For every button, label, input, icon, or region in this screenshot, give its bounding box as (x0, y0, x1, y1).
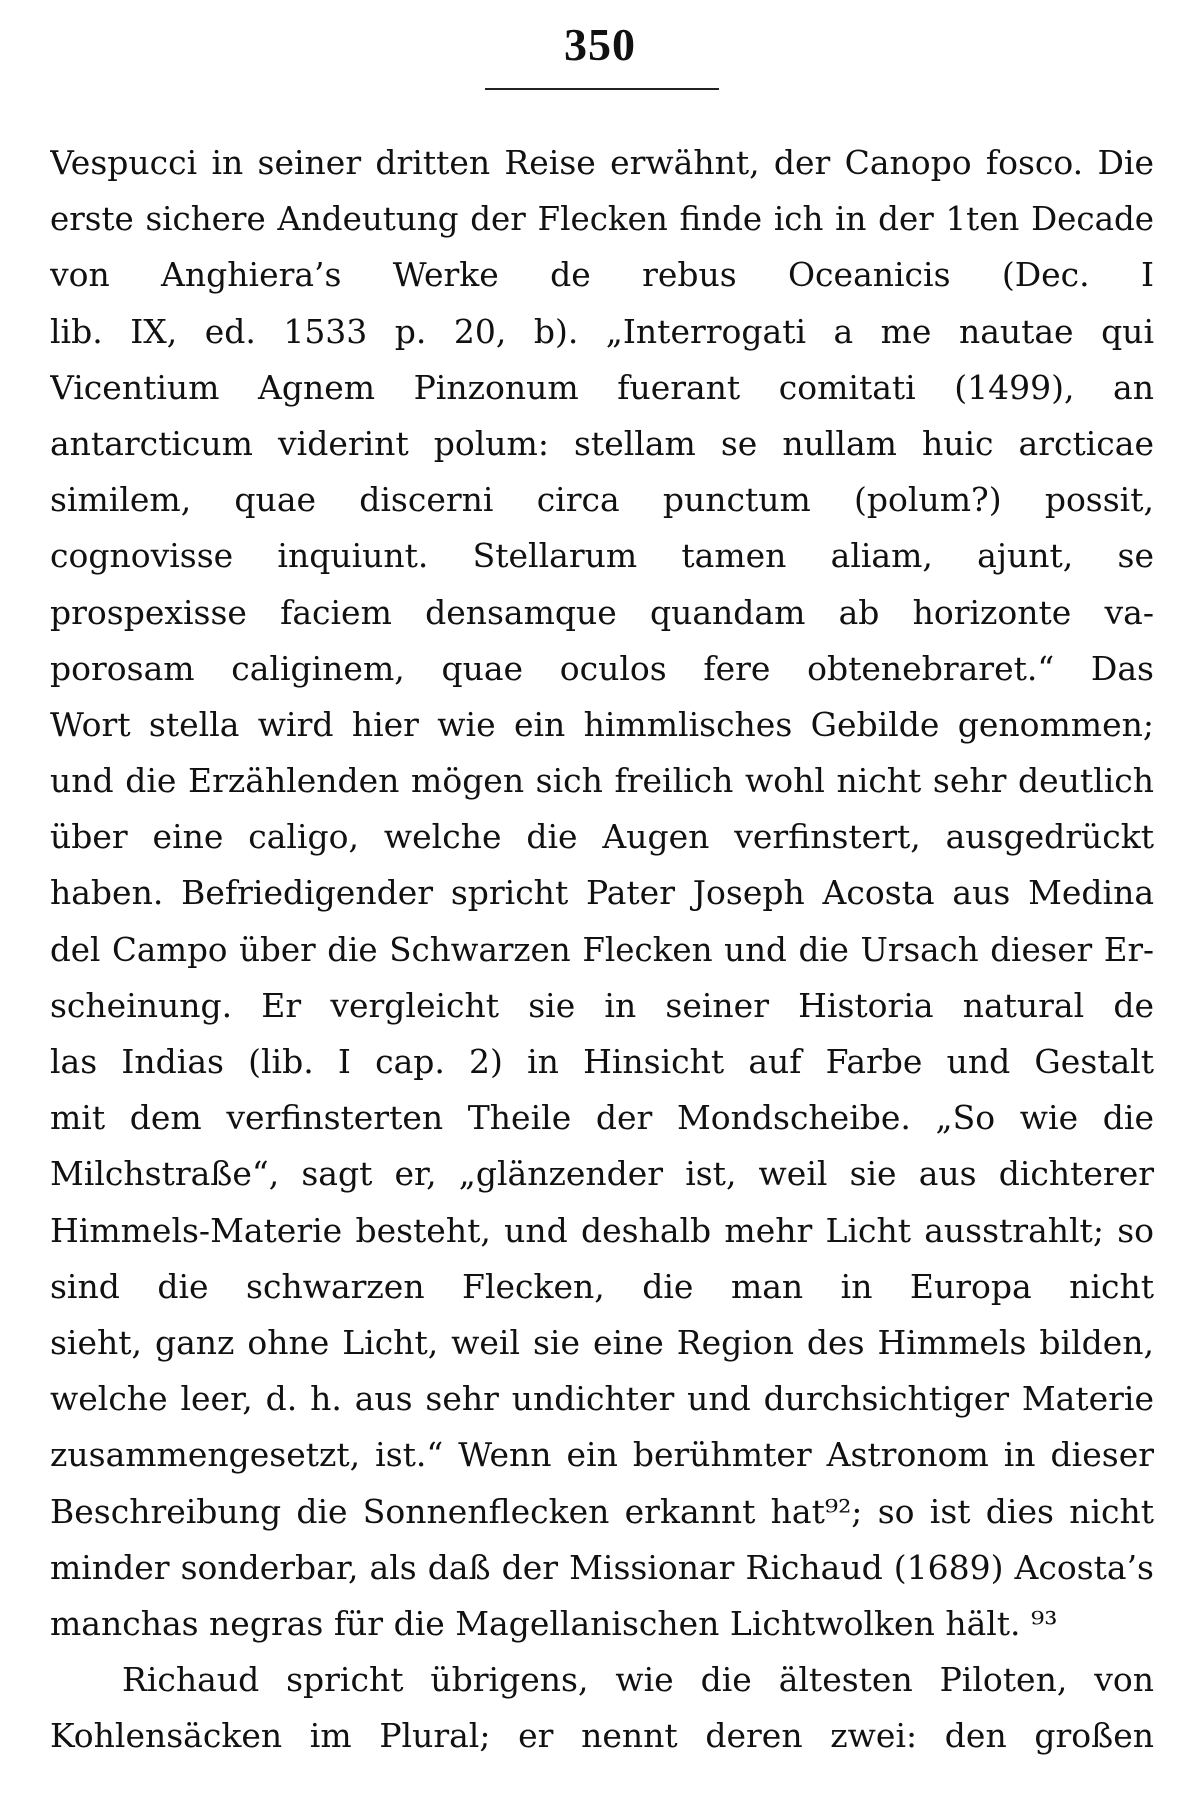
text-line: manchas negras für die Magellanischen Lichtwolken hält. ⁹³ (50, 1603, 1058, 1643)
text-line: Himmels-Materie besteht, und deshalb mehr Licht ausstrahlt; so (50, 1210, 1154, 1250)
text-line: prospexisse faciem densamque quandam ab horizonte va- (50, 592, 1154, 632)
text-line: sind die schwarzen Flecken, die man in Europa nicht (50, 1266, 1154, 1306)
text-line: Wort stella wird hier wie ein himmlisches Gebilde genommen; (50, 704, 1154, 744)
text-line: scheinung. Er vergleicht sie in seiner Historia natural de (50, 985, 1154, 1025)
text-line: über eine caligo, welche die Augen verfinstert, ausgedrückt (50, 817, 1154, 857)
text-line: del Campo über die Schwarzen Flecken und die Ursach dieser Er- (50, 930, 1154, 969)
text-line: cognovisse inquiunt. Stellarum tamen aliam, ajunt, se (50, 536, 1154, 576)
text-line: welche leer, d. h. aus sehr undichter und durchsichtiger Materie (50, 1379, 1154, 1419)
header-rule (485, 88, 719, 90)
text-line: mit dem verfinsterten Theile der Mondscheibe. „So wie die (50, 1098, 1154, 1138)
text-line: Vespucci in seiner dritten Reise erwähnt, der Canopo fosco. Die (50, 143, 1154, 182)
text-line: Kohlensäcken im Plural; er nennt deren zwei: den großen (50, 1716, 1154, 1756)
text-line: las Indias (lib. I cap. 2) in Hinsicht auf Farbe und Gestalt (50, 1042, 1154, 1081)
text-line: sieht, ganz ohne Licht, weil sie eine Region des Himmels bilden, (50, 1322, 1154, 1362)
text-line: lib. IX, ed. 1533 p. 20, b). „Interrogati a me nautae qui (50, 311, 1154, 351)
text-line: Milchstraße“, sagt er, „glänzender ist, weil sie aus dichterer (50, 1154, 1154, 1194)
text-line: porosam caliginem, quae oculos fere obtenebraret.“ Das (50, 648, 1154, 688)
text-line: erste sichere Andeutung der Flecken finde ich in der 1ten Decade (50, 200, 1154, 239)
text-line: zusammengesetzt, ist.“ Wenn ein berühmter Astronom in dieser (50, 1435, 1154, 1475)
text-line: Beschreibung die Sonnenflecken erkannt hat⁹²; so ist dies nicht (50, 1491, 1154, 1531)
text-line: similem, quae discerni circa punctum (polum?) possit, (50, 480, 1154, 520)
text-line: antarcticum viderint polum: stellam se nullam huic arcticae (50, 423, 1154, 463)
text-line: von Anghiera’s Werke de rebus Oceanicis (Dec. I (50, 255, 1154, 295)
text-line: und die Erzählenden mögen sich freilich wohl nicht sehr deutlich (50, 761, 1154, 801)
body-text (50, 135, 1154, 1764)
text-line: Vicentium Agnem Pinzonum fuerant comitati (1499), an (50, 367, 1154, 407)
text-line: minder sonderbar, als daß der Missionar Richaud (1689) Acosta’s (50, 1547, 1154, 1587)
page-number: 350 (564, 19, 636, 70)
text-line: Richaud spricht übrigens, wie die ältesten Piloten, von (122, 1660, 1154, 1700)
text-line: haben. Befriedigender spricht Pater Joseph Acosta aus Medina (50, 873, 1154, 913)
